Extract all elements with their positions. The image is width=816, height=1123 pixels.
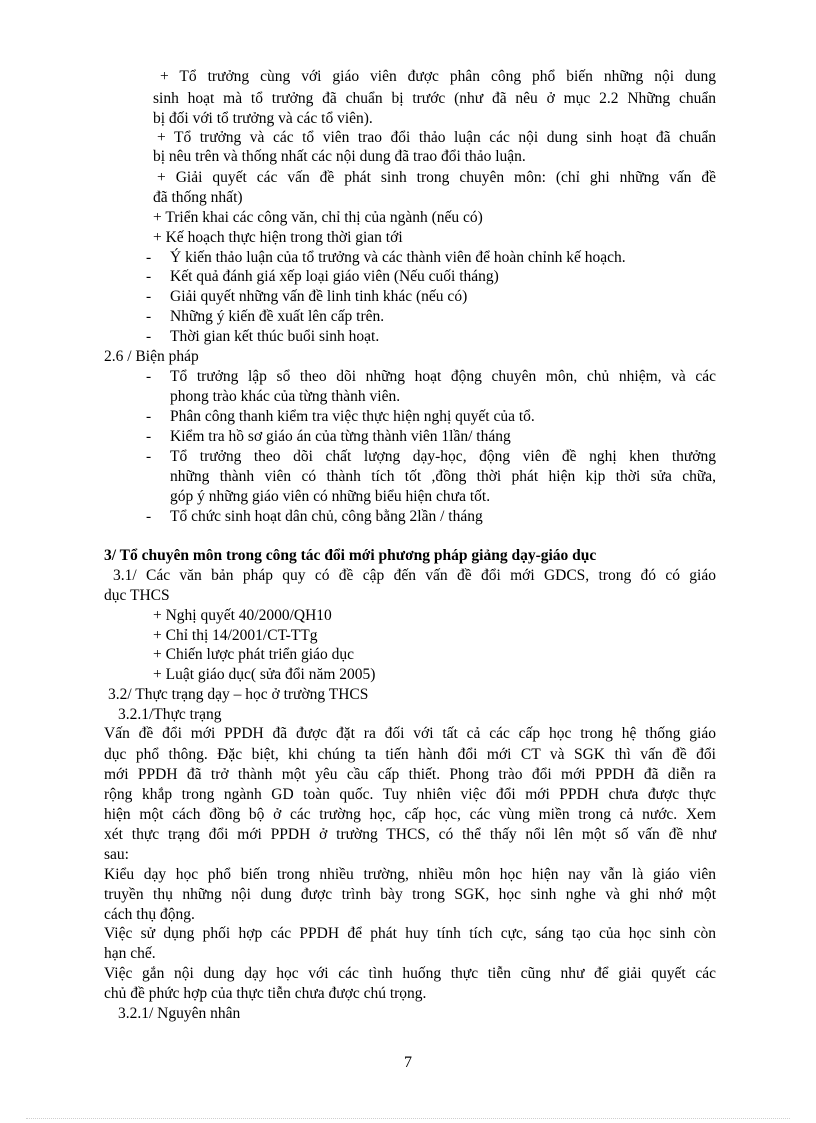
list-item: Ý kiến thảo luận của tổ trưởng và các thành viên để hoàn chỉnh kế hoạch. (170, 249, 626, 266)
text-line: đã thống nhất) (153, 189, 243, 206)
list-item: Giải quyết những vấn đề linh tinh khác (nếu có) (170, 288, 468, 305)
text-line: dục phổ thông. Đặc biệt, khi chúng ta tiến hành đổi mới CT và SGK thì vấn đề đổi (104, 746, 716, 763)
list-item: Tổ trưởng theo dõi chất lượng dạy-học, động viên đề nghị khen thưởng (170, 448, 716, 465)
text-line: Vấn đề đổi mới PPDH đã được đặt ra đối với tất cả các cấp học trong hệ thống giáo (104, 725, 716, 742)
section-heading: 3/ Tổ chuyên môn trong công tác đổi mới phương pháp giảng dạy-giáo dục (104, 547, 597, 564)
list-dash: - (146, 308, 152, 325)
list-dash: - (146, 428, 152, 445)
text-line: bị nêu trên và thống nhất các nội dung đã trao đổi thảo luận. (153, 148, 526, 165)
list-item: Tổ trưởng lập sổ theo dõi những hoạt động chuyên môn, chủ nhiệm, và các (170, 368, 716, 385)
list-item: Thời gian kết thúc buổi sinh hoạt. (170, 328, 380, 345)
text-line: + Tổ trưởng và các tổ viên trao đổi thảo luận các nội dung sinh hoạt đã chuẩn (157, 129, 716, 146)
text-line: hạn chế. (104, 945, 156, 962)
list-dash: - (146, 268, 152, 285)
list-dash: - (146, 249, 152, 266)
text-line: Việc gắn nội dung dạy học với các tình huống thực tiễn cũng như để giải quyết các (104, 965, 716, 982)
subsection-heading: 3.2/ Thực trạng dạy – học ở trường THCS (108, 686, 369, 703)
list-dash: - (146, 368, 152, 385)
list-item: Phân công thanh kiểm tra việc thực hiện nghị quyết của tổ. (170, 408, 535, 425)
list-dash: - (146, 328, 152, 345)
list-dash: - (146, 288, 152, 305)
text-line: + Chỉ thị 14/2001/CT-TTg (153, 627, 318, 644)
text-line: bị đối với tổ trưởng và các tổ viên). (153, 110, 373, 127)
list-item-continued: góp ý những giáo viên có những biểu hiện chưa tốt. (170, 488, 491, 505)
text-line: chủ đề phức hợp của thực tiễn chưa được chú trọng. (104, 985, 427, 1002)
text-line: sau: (104, 846, 129, 863)
text-line: Kiểu dạy học phổ biến trong nhiều trường, nhiều môn học hiện nay vẫn là giáo viên (104, 866, 716, 883)
text-line: mới PPDH đã trở thành một yêu cầu cấp thiết. Phong trào đổi mới PPDH đã diễn ra (104, 766, 716, 783)
text-line: + Chiến lược phát triển giáo dục (153, 646, 354, 663)
list-item: Tổ chức sinh hoạt dân chủ, công bằng 2lần / tháng (170, 508, 483, 525)
text-line: + Triển khai các công văn, chỉ thị của ngành (nếu có) (153, 209, 483, 226)
text-line: + Tổ trưởng cùng với giáo viên được phân công phổ biến những nội dung (160, 68, 716, 85)
text-line: dục THCS (104, 587, 170, 604)
text-line: hiện một cách đồng bộ ở các trường học, cấp học, các vùng miền trong cả nước. Xem (104, 806, 716, 823)
page-number: 7 (404, 1054, 412, 1071)
text-line: cách thụ động. (104, 906, 195, 923)
text-line: + Luật giáo dục( sửa đổi năm 2005) (153, 666, 376, 683)
list-dash: - (146, 448, 152, 465)
subsection-heading: 2.6 / Biện pháp (104, 348, 199, 365)
text-line: + Nghị quyết 40/2000/QH10 (153, 607, 332, 624)
text-line: sinh hoạt mà tổ trưởng đã chuẩn bị trước (như đã nêu ở mục 2.2 Những chuẩn (153, 90, 716, 107)
list-item-continued: phong trào khác của từng thành viên. (170, 388, 401, 405)
text-line: Việc sử dụng phối hợp các PPDH để phát huy tính tích cực, sáng tạo của học sinh còn (104, 925, 716, 942)
list-dash: - (146, 508, 152, 525)
list-item: Kiểm tra hồ sơ giáo án của từng thành viên 1lần/ tháng (170, 428, 511, 445)
list-item-continued: những thành viên có thành tích tốt ,đồng thời phát hiện kịp thời sửa chữa, (170, 468, 716, 485)
list-dash: - (146, 408, 152, 425)
subsection-heading: 3.2.1/ Nguyên nhân (118, 1005, 241, 1022)
subsection-heading: 3.2.1/Thực trạng (118, 706, 222, 723)
list-item: Kết quả đánh giá xếp loại giáo viên (Nếu cuối tháng) (170, 268, 499, 285)
text-line: + Giải quyết các vấn đề phát sinh trong chuyên môn: (chỉ ghi những vấn đề (157, 169, 716, 186)
page-bottom-border (26, 1118, 790, 1119)
text-line: xét thực trạng đổi mới PPDH ở trường THCS, có thể thấy nổi lên một số vấn đề như (104, 826, 716, 843)
text-line: + Kế hoạch thực hiện trong thời gian tới (153, 229, 403, 246)
list-item: Những ý kiến đề xuất lên cấp trên. (170, 308, 385, 325)
text-line: 3.1/ Các văn bản pháp quy có đề cập đến vấn đề đổi mới GDCS, trong đó có giáo (113, 567, 716, 584)
text-line: truyền thụ những nội dung được trình bày trong SGK, học sinh nghe và ghi nhớ một (104, 886, 716, 903)
text-line: rộng khắp trong ngành GD toàn quốc. Tuy nhiên việc đổi mới PPDH chưa được thực (104, 786, 716, 803)
